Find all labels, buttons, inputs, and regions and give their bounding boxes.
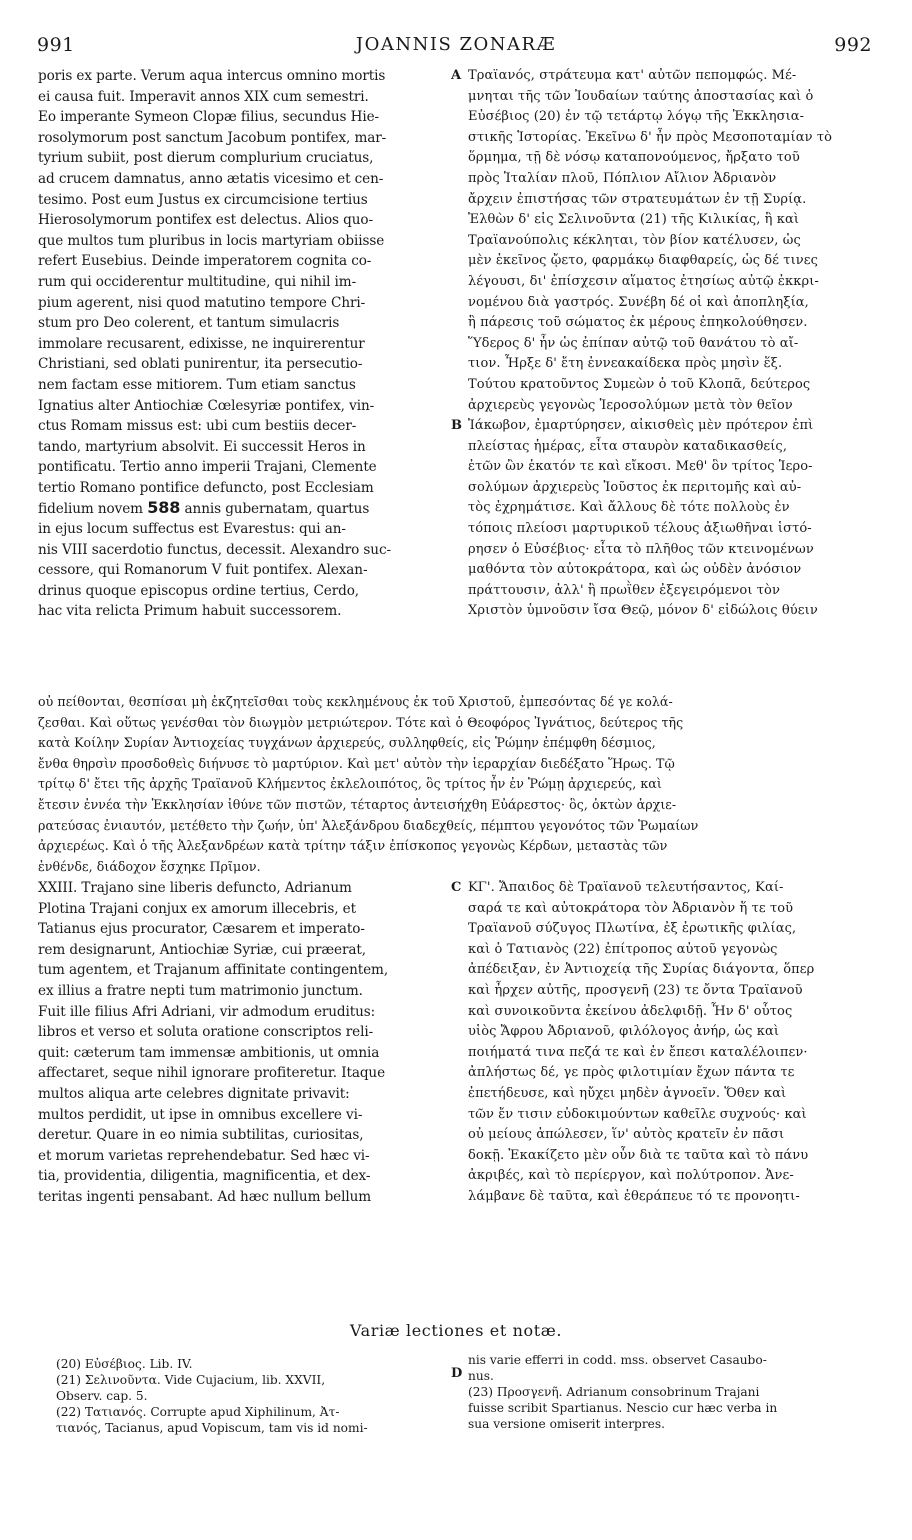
text-line: et morum varietas reprehendebatur. Sed hæc vi- (38, 1147, 370, 1164)
text-line: multos perdidit, ut ipse in omnibus excellere vi- (38, 1106, 363, 1123)
latin-column-section-1 (38, 66, 450, 622)
text-line: rum qui occiderentur multitudine, qui nihil im- (38, 273, 357, 290)
text-line: (21) Σελινοῦντα. Vide Cujacium, lib. XXVII, (56, 1373, 326, 1387)
text-line: ei causa fuit. Imperavit annos XIX cum semestri. (38, 88, 369, 105)
text-line: Eo imperante Symeon Clopæ filius, secundus Hie- (38, 109, 380, 126)
text-line: stum pro Deo colerent, et tantum simulacris (38, 315, 340, 332)
text-line: δοκῇ. Ἐκακίζετο μὲν οὖν διὰ τε ταῦτα καὶ τὸ πάνυ (468, 1147, 809, 1163)
text-line: in ejus locum suffectus est Evarestus: qui an- (38, 521, 346, 538)
text-line: ἐνθένδε, διάδοχον ἔσχηκε Πρῖμον. (38, 858, 261, 874)
text-line: ad crucem damnatus, anno ætatis vicesimo et cen- (38, 170, 384, 187)
text-line: multos aliqua arte celebres dignitate privavit: (38, 1085, 350, 1102)
text-line: Observ. cap. 5. (56, 1389, 148, 1403)
text-line: ἐτῶν ὢν ἑκατόν τε καὶ εἴκοσι. Μεθ' ὃν τρίτος Ἱερο- (468, 459, 813, 475)
text-line: ποιήματά τινα πεζά τε καὶ ἐν ἔπεσι καταλέλοιπεν· (468, 1044, 808, 1060)
text-line: fuisse scribit Spartianus. Nescio cur hæc verba in (468, 1401, 778, 1415)
text-line: ρησεν ὁ Εὐσέβιος· εἶτα τὸ πλῆθος τῶν κτεινομένων (468, 541, 814, 557)
text-line: οὐ μείους ἀπώλεσεν, ἵν' αὐτὸς κρατεῖν ἐν πᾶσι (468, 1127, 785, 1143)
text-line: καὶ ὁ Τατιανὸς (22) ἐπίτροπος αὐτοῦ γεγονὼς (468, 941, 778, 957)
text-line: κατὰ Κοίλην Συρίαν Ἀντιοχείας τυγχάνων ἀρχιερεύς, συλληφθείς, εἰς Ῥώμην ἐπέμφθη δέσμιος, (38, 735, 656, 751)
page-number-left: 991 (37, 34, 75, 56)
text-line: poris ex parte. Verum aqua intercus omnino mortis (38, 68, 386, 84)
notes-left-column (56, 1356, 461, 1436)
text-line: Tatianus ejus procurator, Cæsarem et imperato- (38, 921, 365, 938)
text-line: pontificatu. Tertio anno imperii Trajani, Clemente (38, 459, 377, 476)
text-line: tertio Romano pontifice defuncto, post Ecclesiam (38, 479, 374, 496)
text-line: τιον. Ἦρξε δ' ἔτη ἐννεακαίδεκα πρὸς μησὶν ἕξ. (468, 356, 783, 372)
column-number: 588 (147, 498, 181, 518)
text-line: drinus quoque episcopus ordine tertius, Cerdo, (38, 582, 360, 599)
text-line: ἀρχιερέως. Καὶ ὁ τῆς Ἀλεξανδρέων κατὰ τρίτην τάξιν ἐπίσκοπος γεγονὼς Κέρδων, μεταστὰς τῶν (38, 838, 668, 854)
text-line: Τραϊανοῦ σύζυγος Πλωτίνα, ἐξ ἐρωτικῆς φιλίας, (468, 921, 797, 937)
notes-right-column (468, 1352, 880, 1432)
greek-column-section-2 (468, 878, 880, 1208)
text-line: refert Eusebius. Deinde imperatorem cognita co- (38, 253, 372, 270)
text-line: σαρά τε καὶ αὐτοκράτορα τὸν Ἀδριανὸν ἥ τε τοῦ (468, 900, 794, 916)
greek-full-width-passage (38, 692, 880, 877)
text-line: tyrium subiit, post dierum complurium cruciatus, (38, 150, 374, 167)
text-line: pium agerent, nisi quod matutino tempore Chri- (38, 294, 366, 311)
text-line: rem designarunt, Antiochiæ Syriæ, cui præerat, (38, 941, 366, 958)
text-line: καὶ συνοικοῦντα ἐκείνου ἀδελφιδῇ. Ἦν δ' οὗτος (468, 1003, 793, 1019)
text-line: πλείστας ἡμέρας, εἶτα σταυρὸν καταδικασθείς, (468, 438, 788, 454)
text-line: quit: cæterum tam immensæ ambitionis, ut omnia (38, 1044, 380, 1061)
notes-heading: Variæ lectiones et notæ. (349, 1321, 563, 1340)
text-line: ἄρχειν ἐπιστήσας τῶν στρατευμάτων ἐν τῇ Συρίᾳ. (468, 191, 807, 207)
text-line: τῶν ἔν τισιν εὐδοκιμούντων καθεῖλε συχνούς· καὶ (468, 1106, 807, 1122)
text-line: στικῆς Ἱστορίας. Ἐκεῖνω δ' ἦν πρὸς Μεσοποταμίαν τὸ (468, 129, 833, 145)
latin-column-section-2 (38, 878, 450, 1208)
text-line: τὸς ἐχρημάτισε. Καὶ ἄλλους δὲ τότε πολλοὺς ἐν (468, 500, 790, 516)
text-line: Ἐλθὼν δ' εἰς Σελινοῦντα (21) τῆς Κιλικίας, ἣ καὶ (468, 212, 800, 228)
text-line: Fuit ille filius Afri Adriani, vir admodum eruditus: (38, 1003, 376, 1020)
text-line: fidelium novem 588 annis gubernatam, quartus (38, 498, 370, 518)
margin-letter-c: C (451, 880, 462, 895)
text-line: nem factam esse mitiorem. Tum etiam sanctus (38, 376, 356, 393)
text-line: νομένου διὰ γαστρός. Συνέβη δέ οἱ καὶ ἀποπληξία, (468, 294, 809, 310)
text-line: ἀκριβές, καὶ τὸ περίεργον, καὶ πολύτροπον. Ἀνε- (468, 1168, 794, 1184)
text-line: πράττουσιν, ἀλλ' ἢ πρωῒθεν ἐξεγειρόμενοι τὸν (468, 582, 780, 598)
text-line: ἐπετήδευσε, καὶ ηὔχει μηδὲν ἀγνοεῖν. Ὅθεν καὶ (468, 1085, 787, 1101)
text-line: Χριστὸν ὑμνοῦσιν ἴσα Θεῷ, μόνον δ' εἰδώλοις θύειν (468, 603, 818, 619)
text-line: μὲν ἐκεῖνος ᾤετο, φαρμάκῳ διαφθαρείς, ὡς δέ τινες (468, 253, 819, 269)
margin-letter-b: B (451, 418, 462, 433)
text-line: Ὕδερος δ' ἦν ὡς ἐπίπαν αὐτῷ τοῦ θανάτου τὸ αἴ- (468, 335, 799, 351)
text-line: immolare recusarent, edixisse, ne inquirerentur (38, 335, 365, 352)
text-line: hac vita relicta Primum habuit successorem. (38, 603, 342, 620)
text-line: que multos tum pluribus in locis martyriam obiisse (38, 232, 385, 249)
text-line: τιανός, Tacianus, apud Vopiscum, tam vis id nomi- (56, 1421, 368, 1435)
text-line: σολύμων ἀρχιερεὺς Ἰοῦστος ἐκ περιτομῆς καὶ αὐ- (468, 479, 802, 495)
text-line: Τραϊανούπολις κέκληται, τὸν βίον κατέλυσεν, ὡς (468, 232, 801, 248)
text-line: ὅρμημα, τῇ δὲ νόσῳ καταπονούμενος, ἤρξατο τοῦ (468, 150, 800, 166)
text-line: (22) Τατιανός. Corrupte apud Xiphilinum, Ἀτ- (56, 1405, 340, 1419)
text-line: ΚΓ'. Ἄπαιδος δὲ Τραϊανοῦ τελευτήσαντος, Καί- (468, 880, 784, 895)
text-line: καὶ ἦρχεν αὐτῆς, προσγενῆ (23) τε ὄντα Τραϊανοῦ (468, 982, 803, 998)
text-line: Ignatius alter Antiochiæ Cœlesyriæ pontifex, vin- (38, 397, 375, 414)
text-line: ἀρχιερεὺς γεγονὼς Ἱεροσολύμων μετὰ τὸν θεῖον (468, 397, 793, 413)
margin-letter-d: D (451, 1366, 463, 1381)
text-line: sua versione omiserit interpres. (468, 1417, 665, 1431)
text-line: tum agentem, et Trajanum affinitate contingentem, (38, 962, 389, 979)
text-line: nus. (468, 1369, 494, 1383)
margin-letter-a: A (451, 68, 462, 83)
text-line: XXIII. Trajano sine liberis defuncto, Adrianum (38, 880, 352, 896)
text-line: affectaret, seque nihil ignorare profiteretur. Itaque (38, 1065, 386, 1082)
text-line: ἔτεσιν ἐννέα τὴν Ἐκκλησίαν ἰθύνε τῶν πιστῶν, τέταρτος ἀντεισήχθη Εὐάρεστος· ὃς, ὀκτὼν ἀρχιε- (38, 796, 677, 812)
text-line: λάμβανε δὲ ταῦτα, καὶ ἐθεράπευε τό τε προνοητι- (468, 1188, 800, 1204)
text-line: μνηται τῆς τῶν Ἰουδαίων ταύτης ἀποστασίας καὶ ὁ (468, 88, 814, 104)
text-line: nis varie efferri in codd. mss. observet Casaubo- (468, 1353, 767, 1367)
text-line: τρίτῳ δ' ἔτει τῆς ἀρχῆς Τραϊανοῦ Κλήμεντος ἐκλελοιπότος, ὃς τρίτος ἦν ἐν Ῥώμῃ ἀρχιερεύς, καὶ (38, 776, 662, 792)
text-line: Christiani, sed oblati punirentur, ita persecutio- (38, 356, 363, 373)
text-line: (23) Προσγενῆ. Adrianum consobrinum Trajani (468, 1385, 760, 1399)
text-line: tando, martyrium absolvit. Ei successit Heros in (38, 438, 366, 455)
text-line: ἣ πάρεσις τοῦ σώματος ἐκ μέρους ἐπηκολούθησεν. (468, 315, 808, 331)
text-line: deretur. Quare in eo nimia subtilitas, curiositas, (38, 1127, 364, 1144)
text-line: Τούτου κρατοῦντος Συμεὼν ὁ τοῦ Κλοπᾶ, δεύτερος (468, 376, 811, 392)
text-line: cessore, qui Romanorum V fuit pontifex. Alexan- (38, 562, 368, 579)
text-line: ex illius a fratre nepti tum matrimonio junctum. (38, 982, 363, 999)
text-line: Ἰάκωβον, ἐμαρτύρησεν, αἰκισθεὶς μὲν πρότερον ἐπὶ (468, 418, 814, 434)
text-line: tia, providentia, diligentia, magnificentia, et dex- (38, 1168, 371, 1185)
text-line: Hierosolymorum pontifex est delectus. Alios quo- (38, 212, 373, 229)
text-line: nis VIII sacerdotio functus, decessit. Alexandro suc- (38, 541, 391, 558)
text-line: υἱὸς Ἄφρου Ἀδριανοῦ, φιλόλογος ἀνήρ, ὡς καὶ (468, 1024, 780, 1040)
text-line: (20) Εὐσέβιος. Lib. IV. (56, 1357, 193, 1371)
greek-column-section-1 (468, 66, 880, 622)
text-line: ζεσθαι. Καὶ οὕτως γενέσθαι τὸν διωγμὸν μετριώτερον. Τότε καὶ ὁ Θεοφόρος Ἰγνάτιος, δεύτερος τῆς (38, 714, 684, 730)
text-line: teritas ingenti pensabant. Ad hæc nullum bellum (38, 1188, 372, 1205)
text-line: rosolymorum post sanctum Jacobum pontifex, mar- (38, 129, 387, 146)
text-line: Τραϊανός, στράτευμα κατ' αὐτῶν πεπομφώς. Μέ- (468, 68, 797, 83)
text-line: ρατεύσας ἐνιαυτόν, μετέθετο τὴν ζωήν, ὑπ' Ἀλεξάνδρου διαδεχθείς, πέμπτου γεγονότος τῶν Ῥωμαίων (38, 817, 699, 833)
text-line: πρὸς Ἰταλίαν πλοῦ, Πόπλιον Αἴλιον Ἀδριανὸν (468, 170, 777, 186)
running-title: JOANNIS ZONARÆ (355, 34, 557, 55)
text-line: μαθόντα τὸν αὐτοκράτορα, καὶ ὡς οὐδὲν ἀνόσιον (468, 562, 802, 578)
text-line: λέγουσι, δι' ἐπίσχεσιν αἵματος ἐτησίως αὐτῷ ἐκκρι- (468, 273, 819, 289)
text-line: Εὐσέβιος (20) ἐν τῷ τετάρτῳ λόγῳ τῆς Ἐκκλησια- (468, 109, 805, 125)
text-line: libros et verso et soluta oratione conscriptos reli- (38, 1024, 374, 1041)
text-line: ἀπέδειξαν, ἐν Ἀντιοχείᾳ τῆς Συρίας διάγοντα, ὅπερ (468, 962, 815, 978)
text-line: tesimo. Post eum Justus ex circumcisione tertius (38, 191, 368, 208)
text-line: οὐ πείθονται, θεσπίσαι μὴ ἐκζητεῖσθαι τοὺς κεκλημένους ἐκ τοῦ Χριστοῦ, ἐμπεσόντας δέ γε κολά- (38, 694, 673, 709)
text-line: ἔνθα θηρσὶν προσδοθεὶς διήνυσε τὸ μαρτύριον. Καὶ μετ' αὐτὸν τὴν ἱεραρχίαν διεδέξατο Ἥρως. Τῷ (38, 755, 675, 771)
text-line: τόποις πλείοσι μαρτυρικοῦ τέλους ἀξιωθῆναι ἱστό- (468, 521, 812, 537)
text-line: Plotina Trajani conjux ex amorum illecebris, et (38, 900, 356, 917)
text-line: ἀπλήστως δέ, γε πρὸς φιλοτιμίαν ἔχων πάντα τε (468, 1065, 795, 1081)
page-number-right: 992 (834, 34, 872, 56)
text-line: ctus Romam missus est: ubi cum bestiis decer- (38, 418, 357, 435)
